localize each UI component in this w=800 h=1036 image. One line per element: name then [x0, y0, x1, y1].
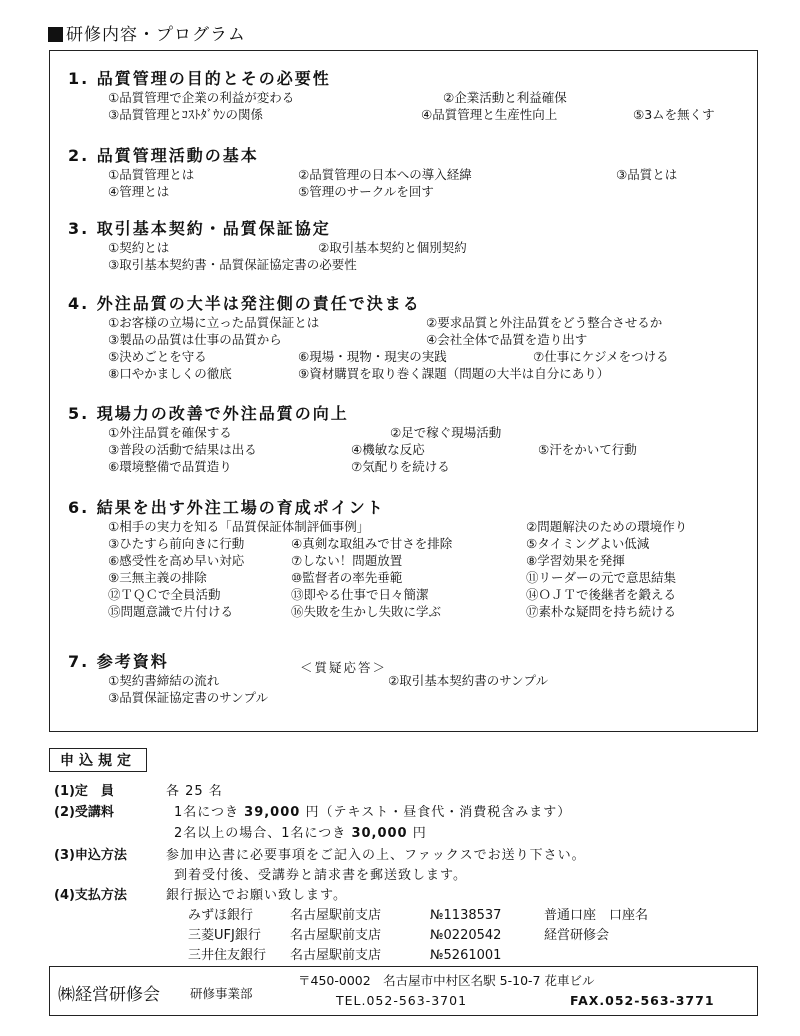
- program-item: ⑪リーダーの元で意思結集: [526, 570, 677, 585]
- program-item: ⑥感受性を高め早い対応: [108, 553, 245, 568]
- section-row: [68, 365, 748, 382]
- program-item: ⑤汗をかいて行動: [538, 442, 637, 457]
- organization-name: ㈱経営研修会: [58, 985, 160, 1005]
- section-heading: 4. 外注品質の大半は発注側の責任で決まる: [68, 294, 421, 313]
- program-item: ②要求品質と外注品質をどう整合させるか: [426, 315, 663, 330]
- program-item: ⑦仕事にケジメをつける: [533, 349, 669, 364]
- section-row: [68, 552, 748, 569]
- section-row: [68, 458, 748, 475]
- program-section: [68, 146, 748, 200]
- page-title: 研修内容・プログラム: [48, 20, 246, 45]
- program-item: ①品質管理とは: [108, 167, 195, 182]
- program-item: ②取引基本契約と個別契約: [318, 240, 467, 255]
- program-item: ⑦気配りを続ける: [351, 459, 450, 474]
- program-item: ③普段の活動で結果は出る: [108, 442, 257, 457]
- section-row: [68, 441, 748, 458]
- section-heading: 6. 結果を出す外注工場の育成ポイント: [68, 498, 385, 517]
- program-item: ⑦しない！問題放置: [291, 553, 403, 568]
- section-heading: 3. 取引基本契約・品質保証協定: [68, 219, 331, 238]
- footer-box: [49, 966, 758, 1016]
- program-item: ⑯失敗を生かし失敗に学ぶ: [291, 604, 442, 619]
- bank-cell: №1138537: [430, 908, 502, 923]
- program-box: [49, 50, 758, 732]
- program-item: ⑬即やる仕事で日々簡潔: [291, 587, 429, 602]
- program-section: [68, 69, 748, 123]
- program-item: ①契約とは: [108, 240, 170, 255]
- fax-number: FAX.052-563-3771: [570, 993, 715, 1008]
- section-heading: 2. 品質管理活動の基本: [68, 146, 259, 165]
- program-item: ⑧口やかましくの徹底: [108, 366, 232, 381]
- program-item: ④品質管理と生産性向上: [421, 107, 558, 122]
- fee2-amount: 30,000: [351, 826, 408, 841]
- section-row: [68, 535, 748, 552]
- program-item: ⑤管理のサークルを回す: [298, 184, 434, 199]
- section-row: [68, 89, 748, 106]
- section-row: [68, 424, 748, 441]
- section-row: [68, 331, 748, 348]
- program-item: ⑤3ムを無くす: [633, 107, 715, 122]
- program-item: ⑨資材購買を取り巻く課題（問題の大半は自分にあり）: [298, 366, 610, 381]
- program-section: [68, 652, 748, 706]
- program-item: ③ひたすら前向きに行動: [108, 536, 245, 551]
- program-item: ①品質管理で企業の利益が変わる: [108, 90, 295, 105]
- section-row: [68, 166, 748, 183]
- section-heading: 1. 品質管理の目的とその必要性: [68, 69, 331, 88]
- fee1-a: 1名につき: [174, 805, 240, 820]
- program-item: ①契約書締結の流れ: [108, 673, 220, 688]
- payment-label: (4)支払方法: [54, 888, 127, 903]
- program-item: ②足で稼ぐ現場活動: [390, 425, 502, 440]
- program-item: ⑫ＴＱＣで全員活動: [108, 587, 221, 602]
- program-item: ③製品の品質は仕事の品質から: [108, 332, 282, 347]
- program-item: ⑤決めごとを守る: [108, 349, 207, 364]
- section-row: [68, 106, 748, 123]
- section-row: [68, 603, 748, 620]
- program-item: ③品質とは: [616, 167, 678, 182]
- program-item: ④管理とは: [108, 184, 170, 199]
- address: 〒450-0002 名古屋市中村区名駅 5-10-7 花車ビル: [298, 973, 595, 988]
- program-item: ①外注品質を確保する: [108, 425, 232, 440]
- section-row: [68, 569, 748, 586]
- program-item: ⑨三無主義の排除: [108, 570, 207, 585]
- bank-cell: 普通口座 口座名: [544, 908, 649, 923]
- program-item: ⑧学習効果を発揮: [526, 553, 625, 568]
- payment-line: 銀行振込でお願い致します。: [166, 888, 347, 903]
- program-section: [68, 219, 748, 273]
- program-item: ⑭ＯＪＴで後継者を鍛える: [526, 587, 677, 602]
- fee1-c: 円（テキスト・昼食代・消費税含みます）: [305, 805, 572, 820]
- program-item: ③品質管理とｺｽﾄﾀﾞｳﾝの関係: [108, 107, 263, 122]
- program-item: ④機敏な反応: [351, 442, 425, 457]
- program-item: ②企業活動と利益確保: [443, 90, 567, 105]
- fee2-c: 円: [412, 826, 427, 841]
- bank-cell: 三井住友銀行: [188, 948, 267, 963]
- section-heading: 7. 参考資料: [68, 652, 169, 671]
- capacity-label: (1)定 員: [54, 784, 114, 799]
- program-item: ③取引基本契約書・品質保証協定書の必要性: [108, 257, 357, 272]
- fee-label: (2)受講料: [54, 805, 114, 820]
- section-row: [68, 518, 748, 535]
- program-item: ①お客様の立場に立った品質保証とは: [108, 315, 320, 330]
- section-row: [68, 314, 748, 331]
- program-item: ①相手の実力を知る「品質保証体制評価事例」: [108, 519, 370, 534]
- program-section: [68, 498, 748, 620]
- bank-cell: 名古屋駅前支店: [290, 928, 382, 943]
- program-item: ⑤タイミングよい低減: [526, 536, 650, 551]
- section-row: [68, 183, 748, 200]
- fee1-amount: 39,000: [244, 805, 301, 820]
- section-row: [68, 586, 748, 603]
- qa-session: ＜質疑応答＞: [300, 660, 388, 675]
- program-item: ④会社全体で品質を造り出す: [426, 332, 588, 347]
- program-item: ⑮問題意識で片付ける: [108, 604, 234, 619]
- bank-cell: №5261001: [430, 948, 502, 963]
- department-name: 研修事業部: [190, 986, 253, 1001]
- bank-cell: 名古屋駅前支店: [290, 948, 382, 963]
- program-item: ②品質管理の日本への導入経緯: [298, 167, 472, 182]
- bank-cell: 名古屋駅前支店: [290, 908, 382, 923]
- square-bullet-icon: [48, 27, 63, 42]
- section-row: [68, 348, 748, 365]
- apply-line2: 到着受付後、受講券と請求書を郵送致します。: [174, 868, 467, 883]
- program-item: ⑥環境整備で品質造り: [108, 459, 232, 474]
- bank-cell: №0220542: [430, 928, 502, 943]
- program-item: ⑩監督者の率先垂範: [291, 570, 403, 585]
- program-item: ②取引基本契約書のサンプル: [388, 673, 549, 688]
- program-item: ④真剣な取組みで甘さを排除: [291, 536, 453, 551]
- program-section: [68, 294, 748, 382]
- capacity-value: 各 25 名: [166, 784, 223, 799]
- apply-label: (3)申込方法: [54, 848, 127, 863]
- section-row: [68, 239, 748, 256]
- bank-cell: みずほ銀行: [188, 908, 254, 923]
- program-section: [68, 404, 748, 475]
- terms-heading: 申込規定: [49, 748, 147, 772]
- program-item: ⑰素朴な疑問を持ち続ける: [526, 604, 677, 619]
- section-heading: 5. 現場力の改善で外注品質の向上: [68, 404, 349, 423]
- program-item: ③品質保証協定書のサンプル: [108, 690, 269, 705]
- bank-cell: 三菱UFJ銀行: [188, 928, 261, 943]
- section-row: [68, 672, 748, 689]
- program-item: ②問題解決のための環境作り: [526, 519, 688, 534]
- program-item: ⑥現場・現物・現実の実践: [298, 349, 447, 364]
- apply-line1: 参加申込書に必要事項をご記入の上、ファックスでお送り下さい。: [166, 848, 586, 863]
- section-row: [68, 689, 748, 706]
- telephone: TEL.052-563-3701: [336, 993, 468, 1008]
- bank-cell: 経営研修会: [544, 928, 610, 943]
- section-row: [68, 256, 748, 273]
- fee2-a: 2名以上の場合、1名につき: [174, 826, 347, 841]
